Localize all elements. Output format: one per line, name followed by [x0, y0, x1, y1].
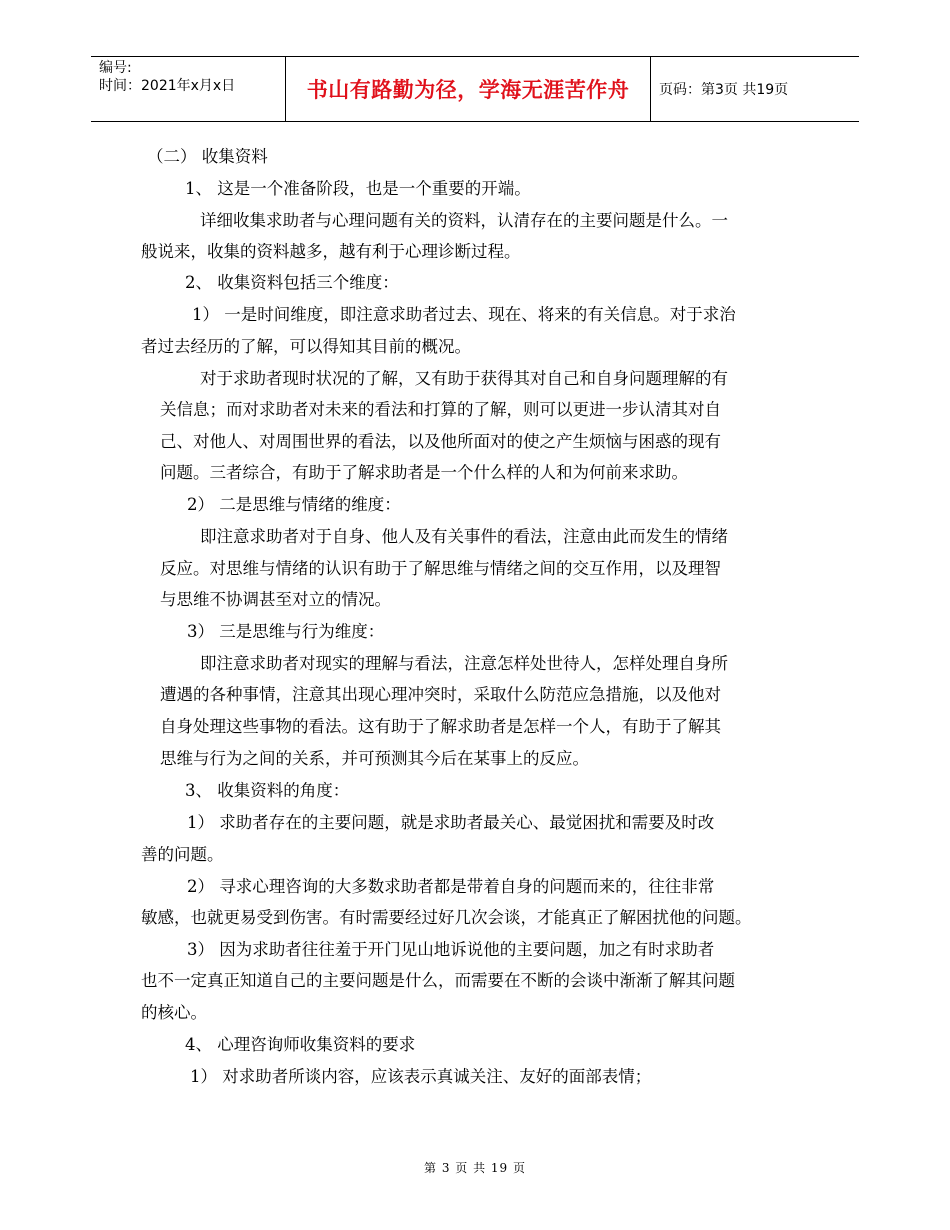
- page-footer: 第 3 页 共 19 页: [424, 1161, 526, 1175]
- paragraph-line: 即注意求助者对于自身、他人及有关事件的看法，注意由此而发生的情绪: [200, 527, 728, 546]
- paragraph-line: 即注意求助者对现实的理解与看法，注意怎样处世待人，怎样处理自身所: [200, 654, 728, 673]
- paragraph-line: 1、 这是一个准备阶段，也是一个重要的开端。: [185, 179, 531, 198]
- paragraph-line: 4、 心理咨询师收集资料的要求: [185, 1035, 416, 1054]
- page-header: [91, 56, 859, 122]
- paragraph-line: 1） 对求助者所谈内容，应该表示真诚关注、友好的面部表情；: [190, 1067, 652, 1086]
- paragraph-line: 问题。三者综合，有助于了解求助者是一个什么样的人和为何前来求助。: [160, 463, 688, 482]
- paragraph-line: 2、 收集资料包括三个维度：: [185, 273, 399, 292]
- document-date-label: 时间：2021年x月x日: [99, 78, 236, 94]
- paragraph-line: 的核心。: [141, 1003, 207, 1022]
- paragraph-line: 详细收集求助者与心理问题有关的资料，认清存在的主要问题是什么。一: [200, 211, 728, 230]
- paragraph-line: 关信息；而对求助者对未来的看法和打算的了解，则可以更进一步认清其对自: [160, 400, 721, 419]
- paragraph-line: 3、 收集资料的角度：: [185, 781, 350, 800]
- paragraph-line: 2） 寻求心理咨询的大多数求助者都是带着自身的问题而来的，往往非常: [187, 877, 715, 896]
- paragraph-line: 般说来，收集的资料越多，越有利于心理诊断过程。: [141, 242, 521, 261]
- paragraph-line: 1） 一是时间维度，即注意求助者过去、现在、将来的有关信息。对于求治: [192, 305, 736, 324]
- paragraph-line: 也不一定真正知道自己的主要问题是什么，而需要在不断的会谈中渐渐了解其问题: [141, 971, 735, 990]
- paragraph-line: 遭遇的各种事情，注意其出现心理冲突时，采取什么防范应急措施，以及他对: [160, 685, 721, 704]
- paragraph-line: 善的问题。: [141, 845, 224, 864]
- paragraph-line: 己、对他人、对周围世界的看法，以及他所面对的使之产生烦恼与困惑的现有: [160, 432, 721, 451]
- paragraph-line: 3） 三是思维与行为维度：: [187, 622, 385, 641]
- header-meta-cell: [91, 57, 286, 121]
- paragraph-line: 与思维不协调甚至对立的情况。: [160, 590, 391, 609]
- paragraph-line: 自身处理这些事物的看法。这有助于了解求助者是怎样一个人，有助于了解其: [160, 717, 721, 736]
- paragraph-line: 思维与行为之间的关系，并可预测其今后在某事上的反应。: [160, 749, 589, 768]
- paragraph-line: 3） 因为求助者往往羞于开门见山地诉说他的主要问题，加之有时求助者: [187, 940, 715, 959]
- header-page-number: 页码：第3页 共19页: [659, 82, 789, 98]
- paragraph-line: 对于求助者现时状况的了解，又有助于获得其对自己和自身问题理解的有: [200, 369, 728, 388]
- paragraph-line: 1） 求助者存在的主要问题，就是求助者最关心、最觉困扰和需要及时改: [187, 813, 715, 832]
- header-motto: 书山有路勤为径，学海无涯苦作舟: [286, 57, 651, 121]
- paragraph-line: 2） 二是思维与情绪的维度：: [187, 495, 401, 514]
- document-number-label: 编号:: [99, 60, 132, 76]
- section-heading: （二） 收集资料: [147, 147, 268, 166]
- paragraph-line: 反应。对思维与情绪的认识有助于了解思维与情绪之间的交互作用，以及理智: [160, 559, 721, 578]
- paragraph-line: 者过去经历的了解，可以得知其目前的概况。: [141, 337, 471, 356]
- paragraph-line: 敏感，也就更易受到伤害。有时需要经过好几次会谈，才能真正了解困扰他的问题。: [141, 908, 752, 927]
